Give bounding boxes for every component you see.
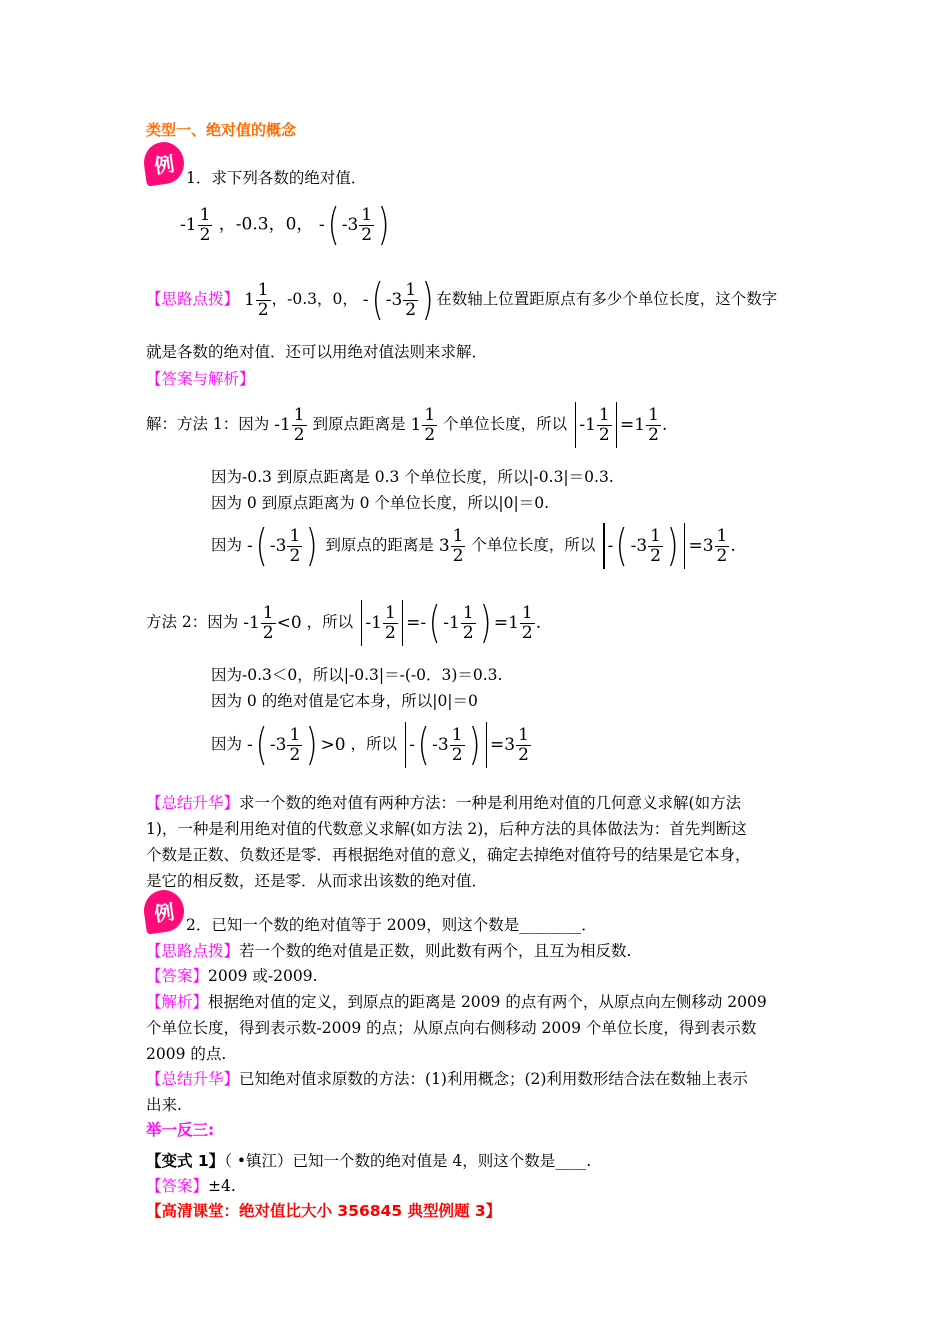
ex2-hint: 【思路点拨】若一个数的绝对值是正数，则此数有两个，且互为相反数.: [146, 942, 632, 960]
ex1-summary-l4: 是它的相反数，还是零．从而求出该数的绝对值．: [146, 872, 488, 890]
ex2-analysis-l3: 2009 的点.: [146, 1045, 227, 1063]
practice-link[interactable]: 【高清课堂：绝对值比大小 356845 典型例题 3】: [146, 1202, 502, 1220]
ex1-m1-line2: 因为-0.3 到原点距离是 0.3 个单位长度，所以|-0.3|＝0.3.: [211, 468, 614, 486]
ex1-numbers: -1 $\frac{1}{2}$ ，-0.3，0， - ( -3 $\frac{1}{2}$ ): [180, 199, 390, 250]
ex1-m1-line4: 因为 - ( -3 $\frac{1}{2}$ ) 到原点的距离是 3 $\frac{1}{2}$ 个单位长度，所以 - ( -3 $\frac{1}{2}$ ) = 3 $\frac{1}{2}$ .: [211, 520, 736, 571]
ex1-m2-line3: 因为 0 的绝对值是它本身，所以|0|＝0: [211, 692, 478, 710]
ex1-m2-line2: 因为-0.3＜0，所以|-0.3|＝-(-0．3)＝0.3.: [211, 666, 503, 684]
ex1-hint: 【思路点拨】 1 $\frac{1}{2}$ ，-0.3，0， - ( -3 $\frac{1}{2}$ ) 在数轴上位置距原点有多少个单位长度，这个数字: [146, 274, 778, 325]
ex2-summary-l2: 出来.: [146, 1096, 182, 1114]
ex1-answer-tag: 【答案与解析】: [146, 370, 255, 388]
ex1-m1-line1: 解：方法 1：因为 -1 $\frac{1}{2}$ 到原点距离是 1 $\frac{1}{2}$ 个单位长度，所以 -1 $\frac{1}{2}$ = 1 $\frac{1}{2}$ .: [146, 402, 667, 448]
ex1-m2-line4: 因为 - ( -3 $\frac{1}{2}$ ) > 0 ，所以 - ( -3 $\frac{1}{2}$ ) = 3 $\frac{1}{2}$: [211, 719, 529, 770]
practice-variant: 【变式 1】（ •镇江）已知一个数的绝对值是 4，则这个数是____.: [146, 1152, 592, 1170]
practice-title: 举一反三:: [146, 1121, 215, 1139]
ex1-summary-l2: 1)，一种是利用绝对值的代数意义求解(如方法 2)，后种方法的具体做法为：首先判断这: [146, 820, 747, 838]
section-title: 类型一、绝对值的概念: [146, 121, 297, 139]
ex2-answer: 【答案】2009 或-2009.: [146, 967, 318, 985]
ex1-summary-l1: 【总结升华】求一个数的绝对值有两种方法：一种是利用绝对值的几何意义求解(如方法: [146, 794, 742, 812]
ex2-analysis-l1: 【解析】根据绝对值的定义，到原点的距离是 2009 的点有两个，从原点向左侧移动 2009: [146, 993, 767, 1011]
ex2-analysis-l2: 个单位长度，得到表示数-2009 的点；从原点向右侧移动 2009 个单位长度，得到表示数: [146, 1019, 757, 1037]
example-badge-1: 例: [141, 139, 186, 186]
ex1-m1-line3: 因为 0 到原点距离为 0 个单位长度，所以|0|＝0.: [211, 494, 550, 512]
ex2-summary-l1: 【总结升华】已知绝对值求原数的方法：(1)利用概念；(2)利用数形结合法在数轴上表示: [146, 1070, 748, 1088]
ex1-question: 1．求下列各数的绝对值．: [186, 169, 367, 187]
ex2-question: 2．已知一个数的绝对值等于 2009，则这个数是________．: [186, 916, 597, 934]
example-badge-2: 例: [141, 887, 186, 934]
ex1-hint-line2: 就是各数的绝对值．还可以用绝对值法则来求解．: [146, 343, 488, 361]
ex1-summary-l3: 个数是正数、负数还是零．再根据绝对值的意义，确定去掉绝对值符号的结果是它本身，: [146, 846, 751, 864]
ex1-m2-line1: 方法 2：因为 -1 $\frac{1}{2}$ < 0 ，所以 -1 $\frac{1}{2}$ = - ( -1 $\frac{1}{2}$ ) = 1 $\frac{1}{2}$ .: [146, 597, 542, 648]
practice-answer: 【答案】±4.: [146, 1177, 236, 1195]
